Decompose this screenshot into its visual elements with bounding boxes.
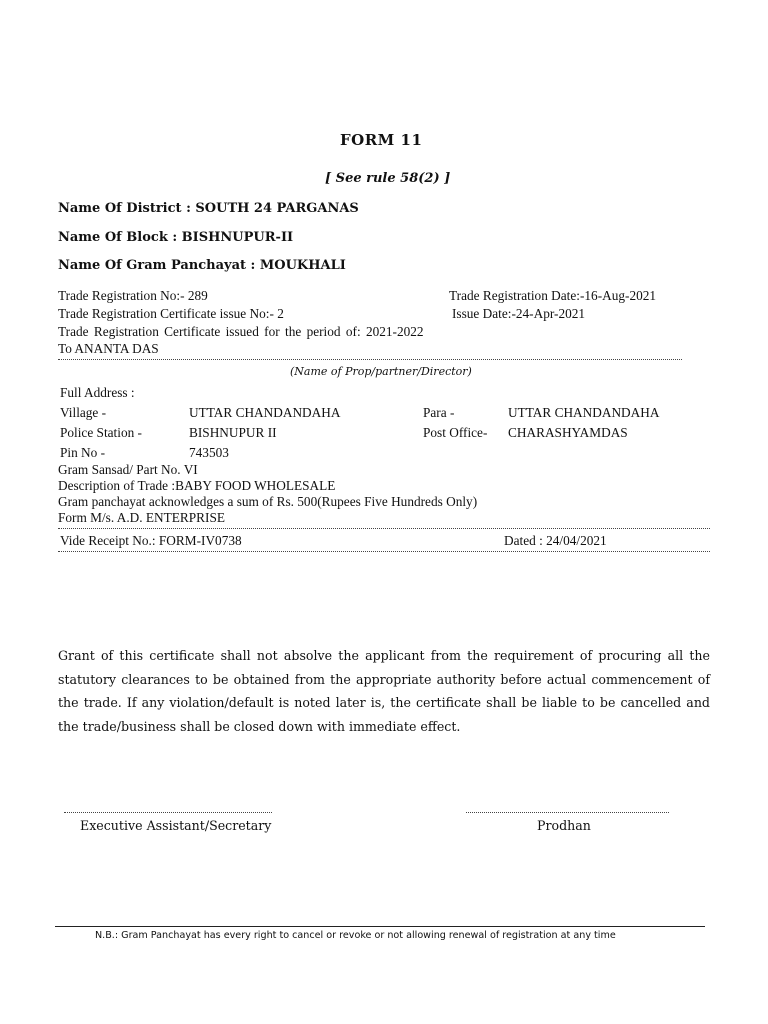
name-caption: (Name of Prop/partner/Director) xyxy=(290,365,472,378)
police-station-value: BISHNUPUR II xyxy=(189,425,277,440)
right-signatory: Prodhan xyxy=(537,818,591,833)
district-line: Name Of District : SOUTH 24 PARGANAS xyxy=(58,201,359,216)
footer-note: N.B.: Gram Panchayat has every right to cancel or revoke or not allowing renewal of registration at any time xyxy=(95,930,616,941)
rule-reference: [ See rule 58(2) ] xyxy=(325,171,451,186)
registration-date: Trade Registration Date:-16-Aug-2021 xyxy=(449,288,657,303)
gram-panchayat-line: Name Of Gram Panchayat : MOUKHALI xyxy=(58,258,346,273)
recipient-name-underline xyxy=(58,359,682,360)
certificate-issue-number: Trade Registration Certificate issue No:- 2 xyxy=(58,306,284,321)
firm-underline xyxy=(58,528,710,529)
notice-paragraph: Grant of this certificate shall not absolve the applicant from the requirement of procuring all the statutory clearances to be obtained from the appropriate authority before actual commencement of the trade. If any violation/default is noted later is, the certificate shall be liable to be cancelled and the trade/business shall be closed down with immediate effect. xyxy=(58,648,710,734)
right-signature-line xyxy=(466,812,669,813)
para-value: UTTAR CHANDANDAHA xyxy=(508,405,660,420)
pin-label: Pin No - xyxy=(60,445,106,460)
full-address-heading: Full Address : xyxy=(60,385,135,400)
pin-value: 743503 xyxy=(189,445,229,460)
para-label: Para - xyxy=(423,405,455,420)
police-station-label: Police Station - xyxy=(60,425,142,440)
receipt-date: Dated : 24/04/2021 xyxy=(504,533,607,548)
recipient-name: To ANANTA DAS xyxy=(58,341,159,356)
footer-rule xyxy=(55,926,705,927)
post-office-value: CHARASHYAMDAS xyxy=(508,425,628,440)
village-value: UTTAR CHANDANDAHA xyxy=(189,405,341,420)
receipt-underline xyxy=(58,551,710,552)
fee-acknowledgement: Gram panchayat acknowledges a sum of Rs. 500(Rupees Five Hundreds Only) xyxy=(58,494,478,509)
certificate-period: Trade Registration Certificate issued for the period of: 2021-2022 xyxy=(58,324,424,339)
trade-description: Description of Trade :BABY FOOD WHOLESALE xyxy=(58,478,336,493)
block-line: Name Of Block : BISHNUPUR-II xyxy=(58,230,294,245)
firm-name: Form M/s. A.D. ENTERPRISE xyxy=(58,510,225,525)
left-signature-line xyxy=(64,812,272,813)
village-label: Village - xyxy=(60,405,107,420)
post-office-label: Post Office- xyxy=(423,425,488,440)
gram-sansad: Gram Sansad/ Part No. VI xyxy=(58,462,198,477)
form-title: FORM 11 xyxy=(340,131,423,149)
receipt-number: Vide Receipt No.: FORM-IV0738 xyxy=(60,533,242,548)
left-signatory: Executive Assistant/Secretary xyxy=(80,818,272,833)
issue-date: Issue Date:-24-Apr-2021 xyxy=(452,306,586,321)
registration-number: Trade Registration No:- 289 xyxy=(58,288,208,303)
